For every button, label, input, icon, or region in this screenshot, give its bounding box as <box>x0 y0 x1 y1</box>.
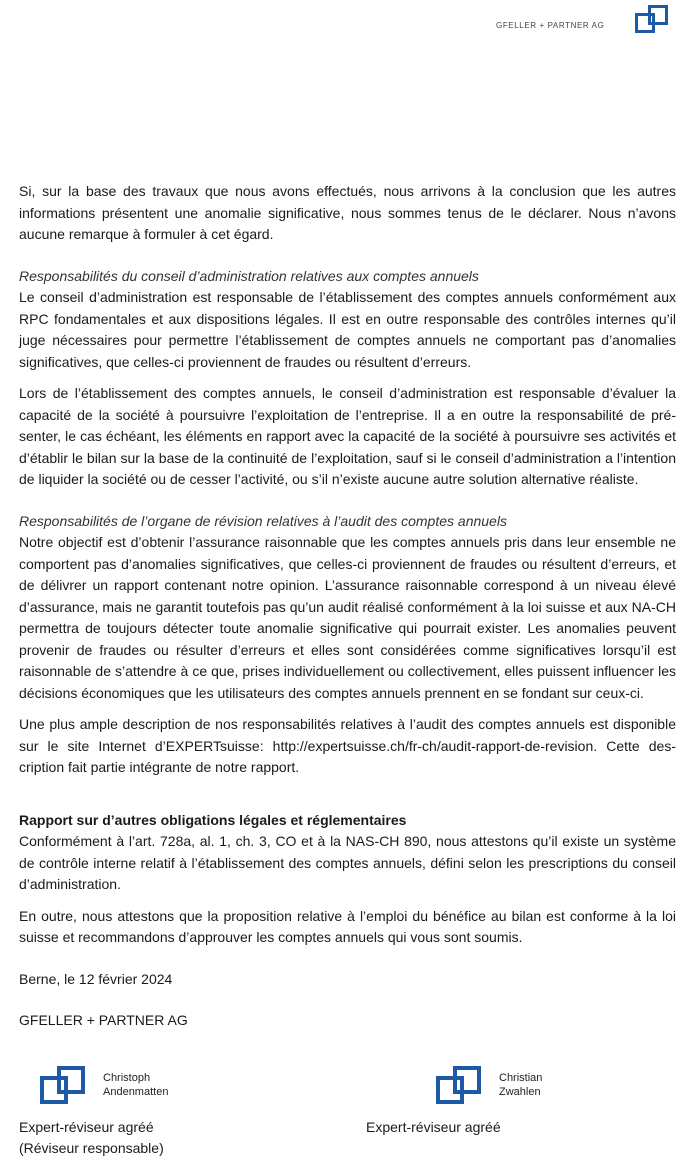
paragraph-profit-appropriation: En outre, nous attestons que la proposition relative à l’emploi du bénéfice au bilan est conforme à la loi suisse et recommandons d’approuver les comptes annuels qui vous sont soumis. <box>19 907 676 945</box>
place-date: Berne, le 12 février 2024 <box>19 970 173 987</box>
signatory-role: Expert-réviseur agréé (Réviseur responsable) <box>19 1119 164 1156</box>
header-brand: GFELLER + PARTNER AG <box>496 21 605 30</box>
signature-logo-icon <box>40 1066 86 1106</box>
signatory-role: Expert-réviseur agréé <box>366 1119 501 1135</box>
paragraph-board-responsibilities: Le conseil d’administration est responsable de l’établissement des comptes annuels conformément aux RPC fondamentales et aux dispositions légales. Il est en outre responsable des contrôles internes qu’il juge nécessaires pour permettre l’établissement de comptes annuels ne comportant pas d’anomalies significatives, que celles-ci proviennent de fraudes ou résultent d’erreurs. <box>19 289 676 370</box>
signatory-name: Christoph Andenmatten <box>103 1072 169 1098</box>
paragraph-expertsuisse-reference: Une plus ample description de nos responsabilités relatives à l’audit des comptes annuels est disponible sur le site Internet d’EXPERTsuisse: http://expertsuisse.ch/fr-ch/audit-rapport-de-revision. Cette description fait partie intégrante de notre rapport. <box>19 716 676 775</box>
paragraph-internal-control: Conformément à l’art. 728a, al. 1, ch. 3, CO et à la NAS-CH 890, nous attestons qu’il existe un système de contrôle interne relatif à l’établissement des comptes annuels, défini selon les prescriptions du conseil d’administration. <box>19 833 676 892</box>
signature-logo-icon <box>436 1066 482 1106</box>
paragraph-audit-objective: Notre objectif est d’obtenir l’assurance raisonnable que les comptes annuels pris dans leur ensemble ne comportent pas d’anomalies significatives, que celles-ci proviennent de fraudes ou résultent d’erreurs, et de délivrer un rapport contenant notre opinion. L’assurance raisonnable correspond à un niveau élevé d’assurance, mais ne garantit toutefois pas qu’un audit réalisé conformément à la loi suisse et aux NA-CH permettra de toujours détecter toute anomalie significative qui pourrait exister. Les anomalies peuvent provenir de fraudes ou résulter d’erreurs et elles sont considérées comme significatives lorsqu’il est raisonnable de s’attendre à ce que, prises individuellement ou collectivement, elles puissent influencer les décisions économiques que les utilisateurs des comptes annuels prennent en se fondant sur ceux-ci. <box>19 534 676 701</box>
report-body <box>19 181 676 1032</box>
gfeller-partner-logo-icon <box>635 5 669 33</box>
signatory-name: Christian Zwahlen <box>499 1072 543 1098</box>
paragraph-going-concern: Lors de l’établissement des comptes annuels, le conseil d’administration est responsable d’évaluer la capacité de la société à poursuivre l’exploitation de l’entreprise. Il a en outre la responsabilité de présenter, le cas échéant, les éléments en rapport avec la capacité de la société à poursuivre ses activités et d’établir le bilan sur la base de la continuité de l’exploitation, sauf si le conseil d’administration a l’intention de liquider la société ou de cesser l’activité, ou s’il n’existe aucune autre solution alternative réaliste. <box>19 385 676 487</box>
subheading-auditor-responsibilities: Responsabilités de l’organe de révision relatives à l’audit des comptes annuels <box>19 512 507 529</box>
paragraph-other-information: Si, sur la base des travaux que nous avons effectués, nous arrivons à la conclusion que les autres informations présentent une anomalie significative, nous sommes tenus de le déclarer. Nous n’avons aucune remarque à formuler à cet égard. <box>19 183 676 242</box>
subheading-board-responsibilities: Responsabilités du conseil d’administration relatives aux comptes annuels <box>19 267 479 284</box>
section-title-legal-obligations: Rapport sur d’autres obligations légales et réglementaires <box>19 811 407 828</box>
company-name: GFELLER + PARTNER AG <box>19 1012 188 1028</box>
